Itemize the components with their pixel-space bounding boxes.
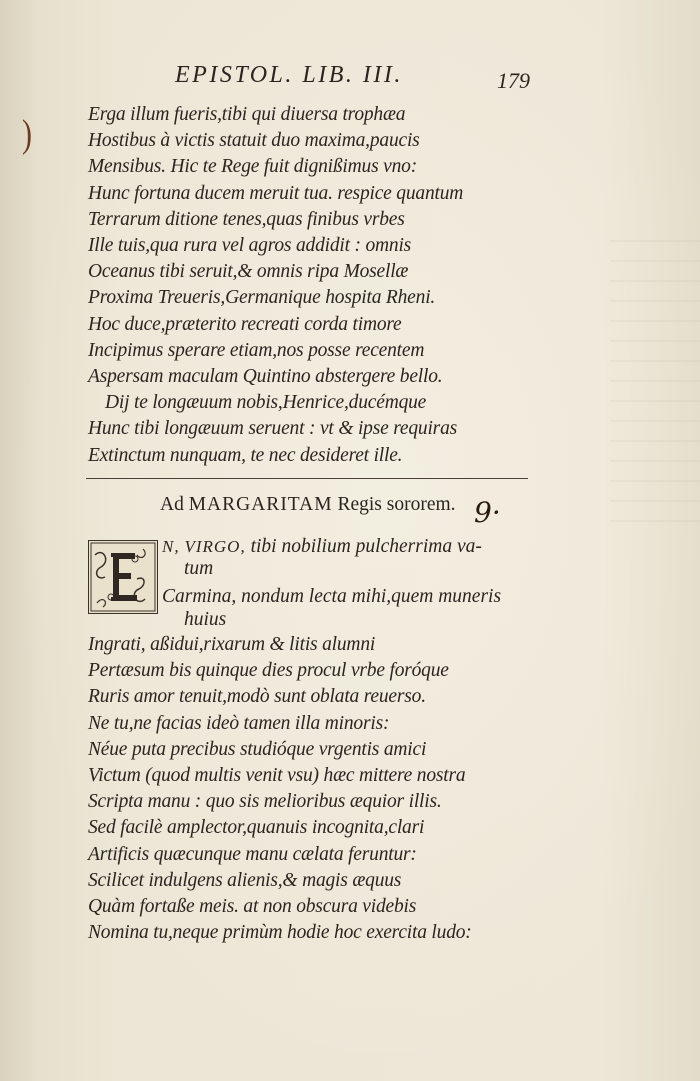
- verse-line: Victum (quod multis venit vsu) hæc mittere nostra: [88, 765, 466, 787]
- poem-1-verses: [88, 102, 463, 469]
- decorated-initial-e: [88, 540, 158, 614]
- poem-2-verses: [88, 632, 472, 946]
- verse-line: Hunc fortuna ducem meruit tua. respice quantum: [88, 182, 464, 204]
- show-through-text: [610, 240, 700, 540]
- verse-line: Ingrati, aßidui,rixarum & litis alumni: [88, 634, 376, 655]
- verse-line: Hoc duce,præterito recreati corda timore: [88, 313, 402, 335]
- verse-line: Quàm fortaße meis. at non obscura videbis: [88, 896, 417, 918]
- section-title: [160, 494, 456, 516]
- intro-text: tibi nobilium pulcherrima va-: [250, 536, 482, 557]
- verse-line: Scilicet indulgens alienis,& magis æquus: [88, 869, 402, 891]
- handwritten-number: 9·: [474, 496, 501, 529]
- verse-line: Oceanus tibi seruit,& omnis ripa Mosellæ: [88, 261, 409, 283]
- verse-line: Extinctum nunquam, te nec desideret ille.: [88, 444, 403, 466]
- verse-line: Sed facilè amplector,quanuis incognita,clari: [88, 817, 425, 839]
- verse-line: Hostibus à victis statuit duo maxima,paucis: [88, 130, 420, 152]
- verse-line: Aspersam maculam Quintino abstergere bello.: [88, 366, 443, 388]
- verse-line: Terrarum ditione tenes,quas finibus vrbes: [88, 208, 405, 230]
- poem-2-intro-line: huius: [184, 609, 227, 630]
- verse-line: Incipimus sperare etiam,nos posse recentem: [88, 339, 425, 361]
- vocative: VIRGO,: [184, 537, 246, 556]
- verse-line: Ne tu,ne facias ideò tamen illa minoris:: [88, 712, 390, 734]
- title-prefix: Ad: [160, 494, 184, 515]
- section-divider: [86, 478, 528, 479]
- verse-line: Scripta manu : quo sis melioribus æquior illis.: [88, 791, 442, 813]
- verse-line: Proxima Treueris,Germanique hospita Rheni.: [88, 287, 436, 309]
- running-head: EPISTOL. LIB. III.: [175, 62, 403, 88]
- verse-line: Pertæsum bis quinque dies procul vrbe foróque: [88, 660, 449, 682]
- margin-bracket-mark: ): [22, 112, 32, 156]
- verse-line: Erga illum fueris,tibi qui diuersa trophæa: [88, 104, 406, 125]
- verse-line: Hunc tibi longæuum seruent : vt & ipse requiras: [88, 418, 458, 440]
- opening-letters: N,: [162, 537, 180, 556]
- verse-line: Ruris amor tenuit,modò sunt oblata reuerso.: [88, 686, 426, 708]
- verse-line: Artificis quæcunque manu cælata feruntur:: [88, 843, 417, 865]
- page-number: 179: [497, 68, 530, 93]
- verse-line: Ille tuis,qua rura vel agros addidit : omnis: [88, 235, 412, 257]
- poem-2-intro-line: Carmina, nondum lecta mihi,quem muneris: [162, 586, 502, 607]
- poem-2-intro-line: tum: [184, 558, 214, 579]
- verse-line: Nomina tu,neque primùm hodie hoc exercita ludo:: [88, 922, 472, 944]
- title-suffix: Regis sororem.: [337, 494, 456, 515]
- page-header: [175, 62, 545, 96]
- verse-line: Mensibus. Hic te Rege fuit dignißimus vno:: [88, 156, 417, 178]
- verse-line: Dij te longæuum nobis,Henrice,ducémque: [105, 392, 427, 414]
- title-name: MARGARITAM: [188, 494, 333, 515]
- verse-line: Néue puta precibus studióque vrgentis amici: [88, 738, 427, 760]
